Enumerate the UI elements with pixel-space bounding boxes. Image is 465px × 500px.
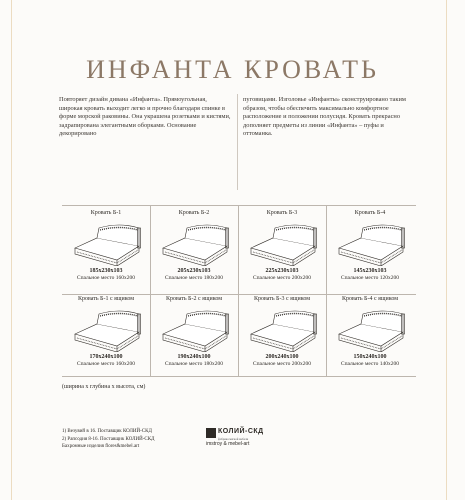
page-title: ИНФАНТА КРОВАТЬ	[86, 55, 379, 84]
logo-tagline: фабрика мягкой мебели	[218, 437, 249, 441]
grid-line-top	[62, 205, 416, 206]
bed-dimensions: 170x240x100	[89, 354, 123, 360]
bed-image	[157, 222, 231, 266]
bed-label: Кровать Б-1 с ящиком	[77, 296, 135, 302]
bed-dimensions: 185x230x103	[89, 268, 123, 274]
bed-sleep-area: Спальное место 180x200	[164, 275, 224, 281]
footer-note: 1) Везувий в 16. Поставщик КОЛИЙ-СКД	[62, 429, 152, 434]
footer-notes	[62, 428, 154, 451]
logo-mark-icon	[206, 428, 216, 438]
bed-label: Кровать Б-4	[354, 210, 386, 216]
bed-card	[65, 210, 147, 292]
footer-note: Бахромные изделия flores&mebel.art	[62, 444, 140, 449]
grid-line-middle	[62, 294, 416, 295]
bed-card	[65, 296, 147, 378]
brand-logo	[206, 428, 266, 458]
bed-dimensions: 225x230x103	[265, 268, 299, 274]
bed-label: Кровать Б-2	[178, 210, 210, 216]
bed-sleep-area: Спальное место 160x200	[76, 275, 136, 281]
bed-image	[333, 308, 407, 352]
grid-vline-3	[326, 205, 327, 376]
bed-card	[241, 296, 323, 378]
bed-image	[69, 222, 143, 266]
bed-image	[69, 308, 143, 352]
column-divider	[237, 94, 238, 190]
bed-label: Кровать Б-1	[90, 210, 122, 216]
bed-card	[329, 210, 411, 292]
bed-sleep-area: Спальное место 120x200	[340, 275, 400, 281]
logo-sub: imstroy & mebel-art	[206, 441, 250, 447]
grid-vline-1	[150, 205, 151, 376]
grid-vline-2	[238, 205, 239, 376]
bed-label: Кровать Б-3 с ящиком	[253, 296, 311, 302]
bed-card	[241, 210, 323, 292]
bed-image	[157, 308, 231, 352]
bed-card	[153, 296, 235, 378]
bed-sleep-area: Спальное место 140x200	[340, 361, 400, 367]
bed-dimensions: 145x230x103	[353, 268, 387, 274]
intro-text-right: пуговицами. Изголовье «Инфанты» сконструировано таким образом, чтобы обеспечить максимально комфортное расположение и положении полусидя. Кровать прекрасно дополняет предметы из линии «Инфанта» – пуфы и оттоманка.	[243, 96, 406, 138]
bed-dimensions: 190x240x100	[177, 354, 211, 360]
bed-label: Кровать Б-3	[266, 210, 298, 216]
bed-sleep-area: Спальное место 180x200	[164, 361, 224, 367]
footer-note: 2) Рапсодия 8-16. Поставщик КОЛИЙ-СКД	[62, 436, 155, 442]
bed-image	[245, 222, 319, 266]
logo-name: КОЛИЙ-СКД	[218, 428, 264, 435]
bed-sleep-area: Спальное место 200x200	[252, 275, 312, 281]
bed-image	[333, 222, 407, 266]
bed-card	[329, 296, 411, 378]
bed-image	[245, 308, 319, 352]
bed-label: Кровать Б-2 с ящиком	[165, 296, 223, 302]
dimensions-footnote: (ширина х глубина х высота, см)	[62, 384, 146, 390]
bed-label: Кровать Б-4 с ящиком	[341, 296, 399, 302]
bed-dimensions: 150x240x100	[353, 354, 387, 360]
intro-text-left: Повторяет дизайн дивана «Инфанта». Прямоугольная, широкая кровать выходит легко и прочно благодаря спинке в форме морской раковины. Она украшена розетками и кистями, задрапирована элегантными оборками. Основание декорировано	[59, 96, 231, 138]
bed-sleep-area: Спальное место 200x200	[252, 361, 312, 367]
bed-dimensions: 205x230x103	[177, 268, 211, 274]
bed-dimensions: 200x240x100	[265, 354, 299, 360]
bed-sleep-area: Спальное место 160x200	[76, 361, 136, 367]
bed-card	[153, 210, 235, 292]
